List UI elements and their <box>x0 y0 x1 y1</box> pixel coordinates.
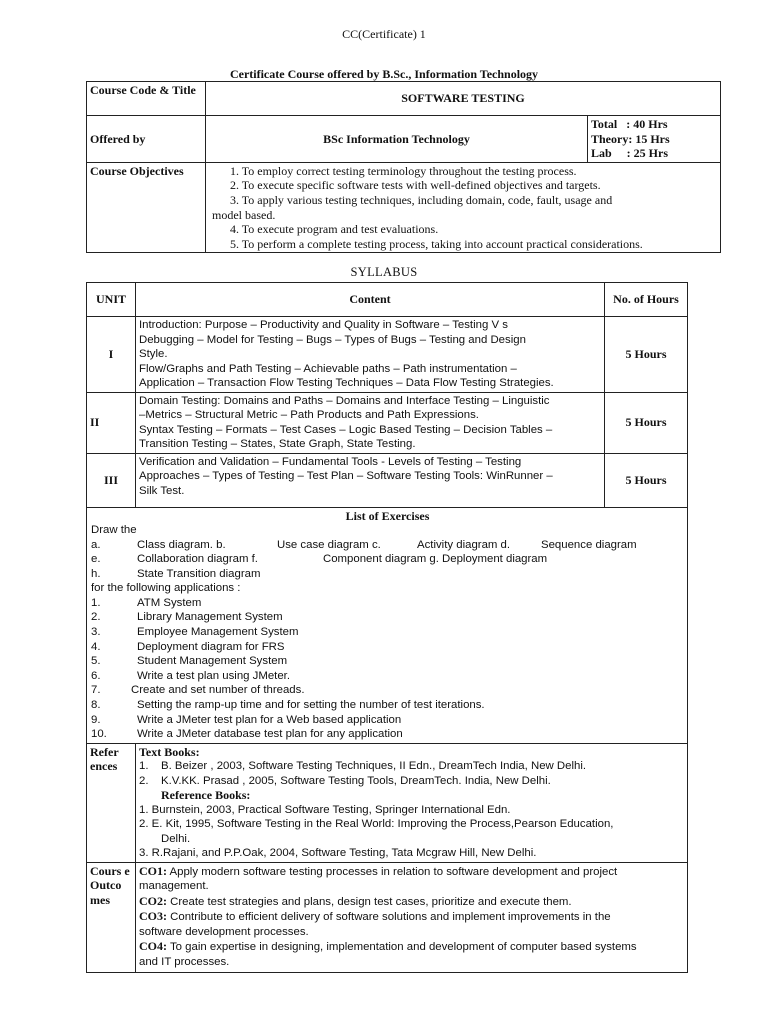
content-line: Verification and Validation – Fundamental Tools - Levels of Testing – Testing <box>139 455 522 468</box>
objective-item: 1. To employ correct testing terminology throughout the testing process. <box>230 163 577 178</box>
diagram-row <box>91 567 684 582</box>
exercise-number: 4. <box>91 640 101 653</box>
exercise-item <box>91 610 684 625</box>
syllabus-heading: SYLLABUS <box>350 265 418 279</box>
outcome-code: CO3: <box>139 909 167 924</box>
diagram-item: Class diagram. b. <box>137 538 226 551</box>
content-line: Application – Transaction Flow Testing Techniques – Data Flow Testing Strategies. <box>139 377 554 389</box>
objective-item: 5. To perform a complete testing process, taking into account practical considerations. <box>230 236 643 251</box>
course-code-label: Course Code & Title <box>87 82 206 116</box>
objective-item: 2. To execute specific software tests with well-defined objectives and targets. <box>230 178 601 193</box>
exercise-number: 2. <box>91 611 101 624</box>
objectives-label: Course Objectives <box>87 162 206 253</box>
exercise-item <box>91 713 684 728</box>
exercise-number: 9. <box>91 713 101 726</box>
exercise-text: Library Management System <box>137 611 283 624</box>
exercise-text: Write a test plan using JMeter. <box>137 669 290 682</box>
diagram-item: Component diagram g. Deployment diagram <box>323 553 548 566</box>
outcome-continuation: and IT processes. <box>139 955 230 968</box>
content-line: Flow/Graphs and Path Testing – Achievable paths – Path instrumentation – <box>139 362 517 375</box>
unit-content <box>136 453 605 507</box>
unit-hours: 5 Hours <box>605 453 688 507</box>
document-title: Certificate Course offered by B.Sc., Information Technology <box>229 67 539 81</box>
exercises-row <box>87 507 688 743</box>
outcome-text: Create test strategies and plans, design test cases, prioritize and execute them. <box>167 895 572 908</box>
objective-item-continuation: model based. <box>212 207 276 222</box>
offered-by-label: Offered by <box>87 116 206 163</box>
exercise-item <box>91 683 684 698</box>
hours-theory: Theory: 15 Hrs <box>591 131 670 146</box>
content-column-header: Content <box>136 283 605 317</box>
exercises-cell <box>87 507 688 743</box>
diagram-item: Activity diagram d. <box>417 538 511 551</box>
text-book-text: B. Beizer , 2003, Software Testing Techniques, II Edn., DreamTech India, New Delhi. <box>161 760 587 773</box>
content-line: Introduction: Purpose – Productivity and Quality in Software – Testing V s <box>139 319 508 331</box>
outcomes-label: Cours e Outco mes <box>87 862 136 973</box>
page-header: CC(Certificate) 1 <box>342 27 426 41</box>
diagram-row <box>91 538 684 553</box>
unit-hours: 5 Hours <box>605 317 688 393</box>
reference-books-label: Reference Books: <box>161 788 251 803</box>
outcome-code: CO1: <box>139 863 167 878</box>
outcomes-cell <box>136 862 688 973</box>
unit-column-header: UNIT <box>87 283 136 317</box>
outcome-code: CO2: <box>139 893 167 908</box>
course-info-table <box>86 81 721 253</box>
exercise-item <box>91 698 684 713</box>
exercise-number: 1. <box>91 596 101 609</box>
unit-number: I <box>87 317 136 393</box>
outcome-text: To gain expertise in designing, implementation and development of computer based systems <box>167 941 637 954</box>
outcome-continuation: management. <box>139 880 209 893</box>
content-line: –Metrics – Structural Metric – Path Products and Path Expressions. <box>139 409 479 421</box>
objective-item: 4. To execute program and test evaluations. <box>230 222 439 237</box>
hours-total: Total : 40 Hrs <box>591 117 668 131</box>
outcome-continuation: software development processes. <box>139 925 309 938</box>
diagram-row <box>91 552 684 567</box>
text-book-text: K.V.KK. Prasad , 2005, Software Testing Tools, DreamTech. India, New Delhi. <box>161 774 551 787</box>
exercises-for: for the following applications : <box>91 582 241 595</box>
exercise-text: Write a JMeter test plan for a Web based application <box>137 713 402 726</box>
exercise-text: Student Management System <box>137 655 288 668</box>
outcome-item <box>139 939 684 955</box>
unit-number: III <box>87 453 136 507</box>
outcome-text: Apply modern software testing processes in relation to software development and project <box>167 865 618 878</box>
references-cell <box>136 743 688 862</box>
reference-book-item: 3. R.Rajani, and P.P.Oak, 2004, Software Testing, Tata Mcgraw Hill, New Delhi. <box>139 847 537 860</box>
unit-content <box>136 317 605 393</box>
hours-summary <box>588 116 721 163</box>
exercise-number: 10. <box>91 728 107 741</box>
content-line: Transition Testing – States, State Graph, State Testing. <box>139 438 416 450</box>
text-book-item <box>139 774 684 789</box>
outcome-item <box>139 909 684 925</box>
diagram-item: Use case diagram c. <box>277 538 381 551</box>
text-books-label: Text Books: <box>139 744 200 759</box>
unit-number: II <box>87 392 136 453</box>
content-line: Debugging – Model for Testing – Bugs – Types of Bugs – Testing and Design <box>139 333 526 346</box>
exercise-number: 7. <box>91 684 101 697</box>
exercise-item <box>91 727 684 742</box>
exercise-item <box>91 596 684 611</box>
exercise-text: Employee Management System <box>137 625 299 638</box>
course-title: SOFTWARE TESTING <box>206 82 721 116</box>
diagram-key: a. <box>91 538 101 551</box>
exercises-intro: Draw the <box>91 524 137 536</box>
exercise-text: Write a JMeter database test plan for any application <box>137 728 403 741</box>
objectives-list <box>206 162 721 253</box>
text-book-item <box>139 759 684 774</box>
syllabus-row <box>87 317 688 393</box>
exercise-text: Create and set number of threads. <box>131 684 305 697</box>
exercise-text: Setting the ramp-up time and for setting the number of test iterations. <box>137 698 485 711</box>
diagram-item: Collaboration diagram f. <box>137 553 258 566</box>
outcome-item <box>139 894 684 910</box>
content-line: Style. <box>139 348 168 360</box>
references-row <box>87 743 688 862</box>
reference-book-item-continuation: Delhi. <box>161 832 191 845</box>
hours-column-header: No. of Hours <box>605 283 688 317</box>
content-line: Silk Test. <box>139 484 185 497</box>
syllabus-row <box>87 453 688 507</box>
content-line: Syntax Testing – Formats – Test Cases – Logic Based Testing – Decision Tables – <box>139 423 553 436</box>
syllabus-row <box>87 392 688 453</box>
outcome-item <box>139 864 684 880</box>
outcomes-row <box>87 862 688 973</box>
exercise-number: 3. <box>91 625 101 638</box>
diagram-item: State Transition diagram <box>137 567 261 580</box>
exercise-item <box>91 625 684 640</box>
text-book-number: 2. <box>139 774 149 787</box>
exercises-title: List of Exercises <box>345 508 430 523</box>
diagram-key: h. <box>91 567 101 580</box>
reference-book-item: 2. E. Kit, 1995, Software Testing in the Real World: Improving the Process,Pearson Education, <box>139 818 614 831</box>
references-label: Refer ences <box>87 743 136 862</box>
content-line: Approaches – Types of Testing – Test Plan – Software Testing Tools: WinRunner – <box>139 470 553 482</box>
exercise-number: 5. <box>91 655 101 668</box>
exercise-text: ATM System <box>137 596 202 609</box>
exercise-item <box>91 640 684 655</box>
reference-book-item: 1. Burnstein, 2003, Practical Software Testing, Springer International Edn. <box>139 803 511 816</box>
exercise-item <box>91 654 684 669</box>
exercise-number: 8. <box>91 698 101 711</box>
exercise-item <box>91 669 684 684</box>
diagram-key: e. <box>91 553 101 566</box>
unit-hours: 5 Hours <box>605 392 688 453</box>
diagram-item: Sequence diagram <box>541 538 637 551</box>
exercise-number: 6. <box>91 669 101 682</box>
hours-lab: Lab : 25 Hrs <box>591 146 669 161</box>
content-line: Domain Testing: Domains and Paths – Domains and Interface Testing – Linguistic <box>139 394 550 407</box>
objective-item: 3. To apply various testing techniques, including domain, code, fault, usage and <box>230 192 613 207</box>
unit-content <box>136 392 605 453</box>
offered-by-value: BSc Information Technology <box>206 116 588 163</box>
outcome-code: CO4: <box>139 939 167 954</box>
exercise-text: Deployment diagram for FRS <box>137 640 285 653</box>
outcome-text: Contribute to efficient delivery of software solutions and implement improvements in the <box>167 911 611 924</box>
syllabus-table <box>86 282 688 973</box>
text-book-number: 1. <box>139 760 149 773</box>
